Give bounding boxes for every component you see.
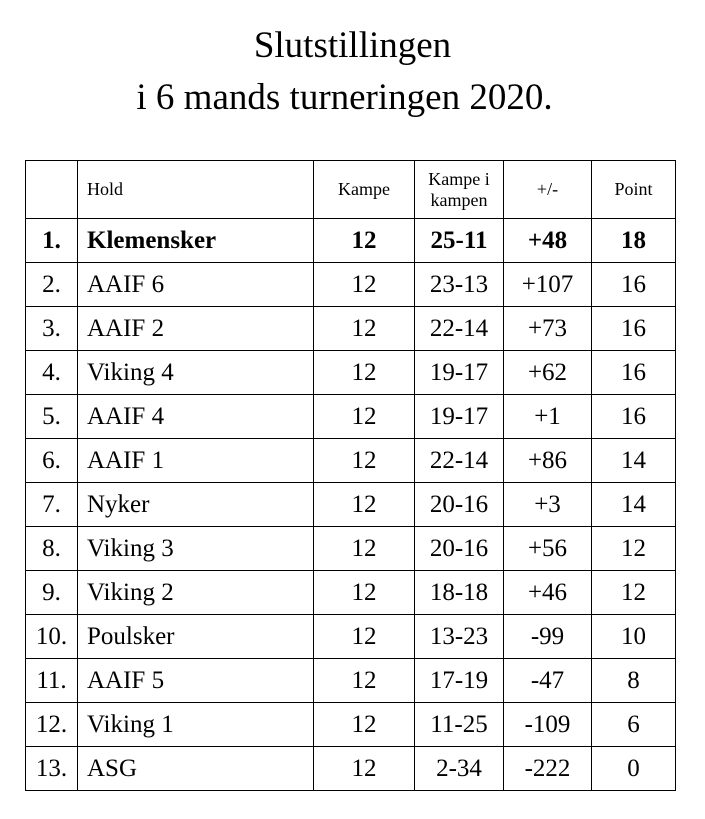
- cell-matches: 12: [314, 703, 415, 747]
- cell-matches: 12: [314, 483, 415, 527]
- cell-diff: +56: [504, 527, 592, 571]
- cell-games: 11-25: [415, 703, 504, 747]
- table-row: [26, 307, 676, 351]
- cell-rank: 4.: [26, 351, 78, 395]
- cell-games: 17-19: [415, 659, 504, 703]
- cell-matches: 12: [314, 527, 415, 571]
- cell-points: 16: [592, 263, 676, 307]
- cell-matches: 12: [314, 263, 415, 307]
- cell-points: 18: [592, 219, 676, 263]
- table-header-row: [26, 161, 676, 219]
- cell-points: 12: [592, 527, 676, 571]
- table-row: [26, 527, 676, 571]
- cell-games: 22-14: [415, 307, 504, 351]
- cell-matches: 12: [314, 219, 415, 263]
- cell-games: 25-11: [415, 219, 504, 263]
- standings-table: [25, 160, 676, 791]
- cell-rank: 10.: [26, 615, 78, 659]
- cell-team: Klemensker: [78, 219, 314, 263]
- header-games-line-2: kampen: [430, 189, 488, 210]
- cell-points: 6: [592, 703, 676, 747]
- cell-rank: 9.: [26, 571, 78, 615]
- page-title-line-1: Slutstillingen: [253, 25, 452, 66]
- table-row: [26, 351, 676, 395]
- cell-diff: +3: [504, 483, 592, 527]
- header-games: [415, 161, 504, 219]
- cell-team: AAIF 4: [78, 395, 314, 439]
- cell-rank: 2.: [26, 263, 78, 307]
- cell-team: Nyker: [78, 483, 314, 527]
- table-row: [26, 263, 676, 307]
- cell-games: 20-16: [415, 483, 504, 527]
- cell-points: 0: [592, 747, 676, 791]
- cell-diff: +48: [504, 219, 592, 263]
- cell-team: Viking 4: [78, 351, 314, 395]
- cell-diff: +86: [504, 439, 592, 483]
- cell-matches: 12: [314, 571, 415, 615]
- cell-rank: 8.: [26, 527, 78, 571]
- cell-matches: 12: [314, 747, 415, 791]
- cell-diff: -47: [504, 659, 592, 703]
- cell-games: 13-23: [415, 615, 504, 659]
- table-row: [26, 615, 676, 659]
- cell-team: Poulsker: [78, 615, 314, 659]
- cell-games: 23-13: [415, 263, 504, 307]
- page-title-line-2: i 6 mands turneringen 2020.: [136, 77, 553, 118]
- header-diff: +/-: [504, 161, 592, 219]
- cell-team: AAIF 6: [78, 263, 314, 307]
- cell-games: 2-34: [415, 747, 504, 791]
- cell-games: 20-16: [415, 527, 504, 571]
- cell-team: Viking 3: [78, 527, 314, 571]
- cell-rank: 12.: [26, 703, 78, 747]
- cell-diff: +73: [504, 307, 592, 351]
- cell-matches: 12: [314, 615, 415, 659]
- standings-table-body: [26, 161, 676, 791]
- table-row: [26, 219, 676, 263]
- cell-diff: +1: [504, 395, 592, 439]
- cell-rank: 3.: [26, 307, 78, 351]
- cell-rank: 5.: [26, 395, 78, 439]
- cell-rank: 7.: [26, 483, 78, 527]
- header-rank: [26, 161, 78, 219]
- cell-team: AAIF 2: [78, 307, 314, 351]
- cell-points: 16: [592, 351, 676, 395]
- cell-games: 18-18: [415, 571, 504, 615]
- cell-diff: +107: [504, 263, 592, 307]
- cell-diff: -109: [504, 703, 592, 747]
- cell-games: 19-17: [415, 395, 504, 439]
- cell-points: 14: [592, 483, 676, 527]
- cell-games: 22-14: [415, 439, 504, 483]
- header-matches: Kampe: [314, 161, 415, 219]
- cell-rank: 1.: [26, 219, 78, 263]
- cell-team: Viking 2: [78, 571, 314, 615]
- header-team: Hold: [78, 161, 314, 219]
- cell-diff: +62: [504, 351, 592, 395]
- cell-rank: 11.: [26, 659, 78, 703]
- cell-points: 10: [592, 615, 676, 659]
- cell-team: AAIF 5: [78, 659, 314, 703]
- cell-games: 19-17: [415, 351, 504, 395]
- cell-diff: +46: [504, 571, 592, 615]
- cell-matches: 12: [314, 307, 415, 351]
- cell-rank: 13.: [26, 747, 78, 791]
- cell-matches: 12: [314, 659, 415, 703]
- cell-diff: -99: [504, 615, 592, 659]
- table-row: [26, 747, 676, 791]
- header-points: Point: [592, 161, 676, 219]
- cell-diff: -222: [504, 747, 592, 791]
- table-row: [26, 395, 676, 439]
- cell-points: 16: [592, 395, 676, 439]
- cell-points: 14: [592, 439, 676, 483]
- cell-team: ASG: [78, 747, 314, 791]
- cell-matches: 12: [314, 351, 415, 395]
- cell-team: Viking 1: [78, 703, 314, 747]
- header-games-line-1: Kampe i: [428, 168, 490, 189]
- table-row: [26, 483, 676, 527]
- cell-matches: 12: [314, 395, 415, 439]
- cell-points: 12: [592, 571, 676, 615]
- table-row: [26, 571, 676, 615]
- cell-points: 16: [592, 307, 676, 351]
- table-row: [26, 439, 676, 483]
- cell-team: AAIF 1: [78, 439, 314, 483]
- cell-points: 8: [592, 659, 676, 703]
- table-row: [26, 659, 676, 703]
- table-row: [26, 703, 676, 747]
- cell-rank: 6.: [26, 439, 78, 483]
- cell-matches: 12: [314, 439, 415, 483]
